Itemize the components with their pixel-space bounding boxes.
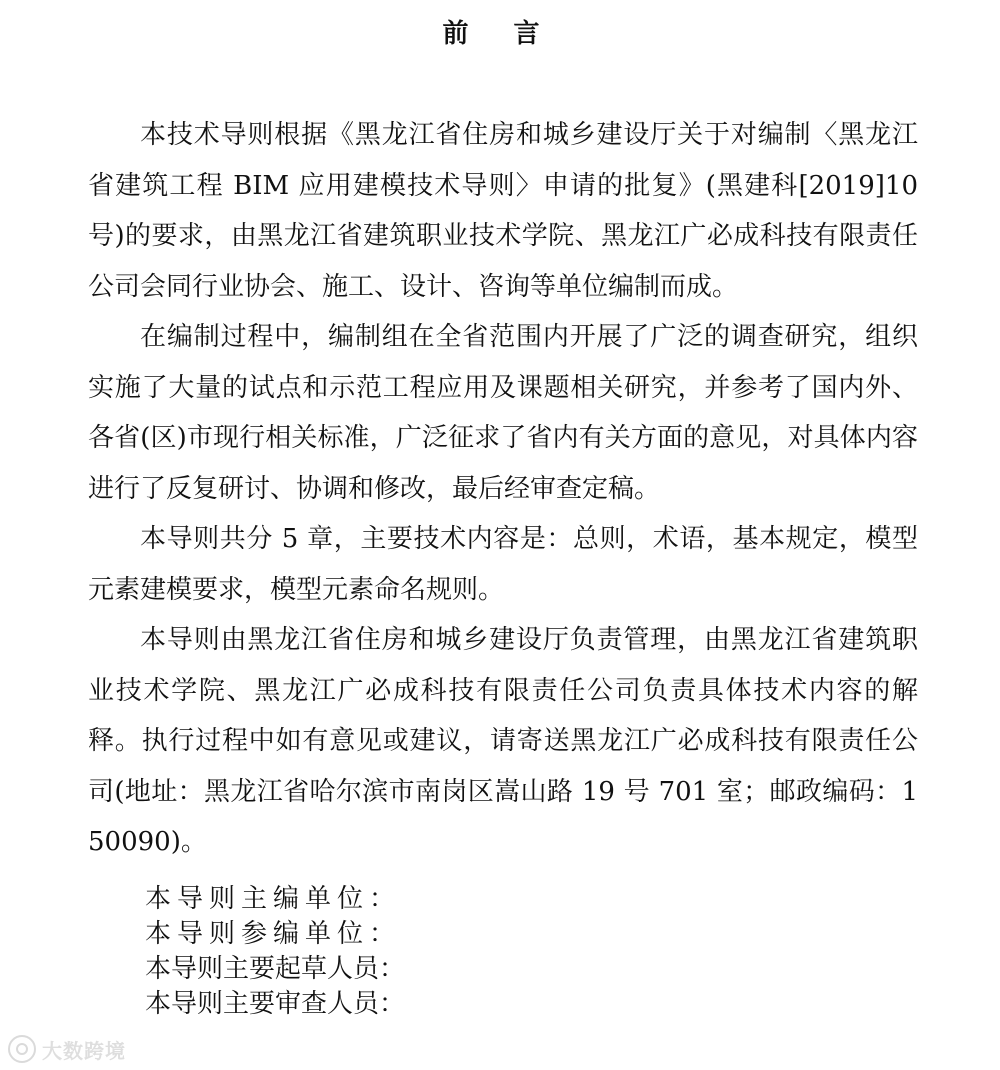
- watermark-text: 大数跨境: [42, 1038, 126, 1063]
- paragraph-process: 在编制过程中，编制组在全省范围内开展了广泛的调查研究，组织实施了大量的试点和示范工程应用及课题相关研究，并参考了国内外、各省(区)市现行相关标准，广泛征求了省内有关方面的意见，对具体内容进行了反复研讨、协调和修改，最后经审查定稿。: [88, 322, 918, 504]
- circle-logo-icon: [8, 1035, 36, 1063]
- paragraph-contents: 本导则共分 5 章，主要技术内容是：总则，术语，基本规定，模型元素建模要求，模型元素命名规则。: [88, 524, 918, 605]
- paragraph-management: 本导则由黑龙江省住房和城乡建设厅负责管理，由黑龙江省建筑职业技术学院、黑龙江广必成科技有限责任公司负责具体技术内容的解释。执行过程中如有意见或建议，请寄送黑龙江广必成科技有限责任公司(地址：黑龙江省哈尔滨市南岗区嵩山路 19 号 701 室；邮政编码：150090)。: [88, 625, 918, 857]
- preface-body: [88, 110, 918, 868]
- main-drafters: 本导则主要起草人员：: [145, 954, 406, 984]
- signature-block: [145, 882, 405, 1022]
- page-title: 前 言: [442, 19, 558, 49]
- main-reviewers: 本导则主要审查人员：: [145, 989, 406, 1019]
- watermark: [8, 1032, 126, 1066]
- paragraph-basis: 本技术导则根据《黑龙江省住房和城乡建设厅关于对编制〈黑龙江省建筑工程 BIM 应用建模技术导则〉申请的批复》(黑建科[2019]10 号)的要求，由黑龙江省建筑职业技术学院、黑龙江广必成科技有限责任公司会同行业协会、施工、设计、咨询等单位编制而成。: [88, 120, 918, 302]
- chief-editor-unit: 本导则主编单位：: [145, 884, 402, 914]
- co-editor-unit: 本导则参编单位：: [145, 919, 402, 949]
